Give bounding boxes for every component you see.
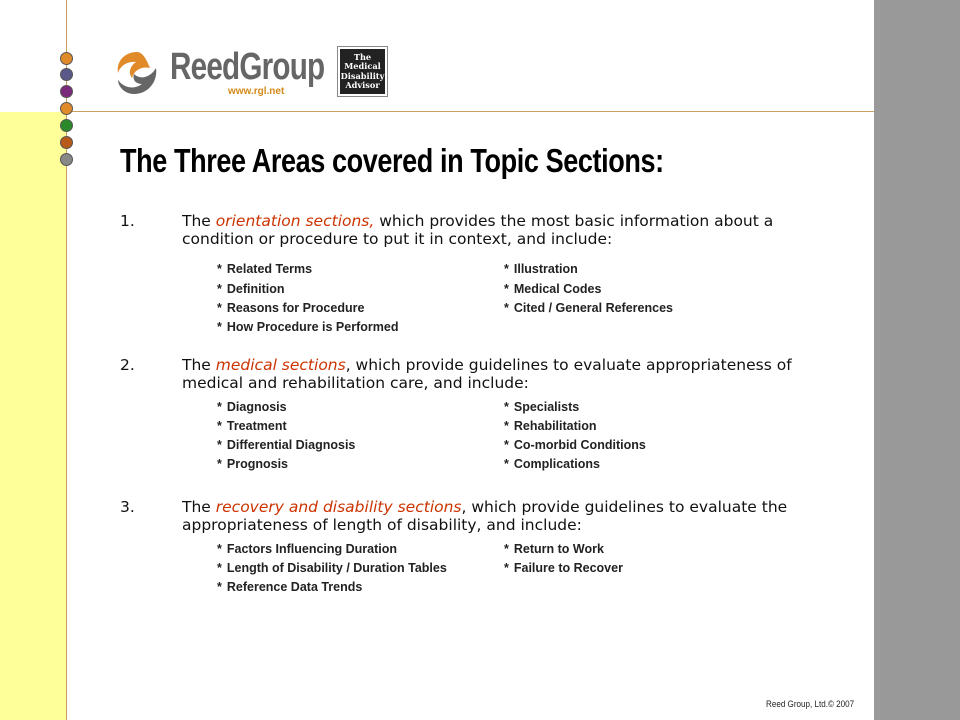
- section-highlight: recovery and disability sections: [215, 498, 462, 516]
- section-suffix: , which provide guidelines to evaluate the appropriateness of length of disability, and include:: [182, 498, 788, 534]
- bullet-item: * Length of Disability / Duration Tables: [217, 561, 447, 575]
- dot-icon: [60, 102, 73, 115]
- footer-copyright: Reed Group, Ltd.© 2007: [766, 699, 855, 710]
- bullet-item: * Complications: [504, 457, 600, 471]
- section-prefix: The: [182, 356, 216, 374]
- section-number: 1.: [120, 212, 135, 230]
- reedgroup-swirl-icon: [110, 46, 164, 100]
- section-number: 2.: [120, 356, 135, 374]
- badge-line: Disability: [340, 70, 385, 81]
- header-rule: [66, 111, 874, 112]
- bullet-item: * Co-morbid Conditions: [504, 438, 646, 452]
- section-number: 3.: [120, 498, 135, 516]
- section-highlight: orientation sections,: [215, 212, 375, 230]
- bullet-item: * Differential Diagnosis: [217, 438, 356, 452]
- section-highlight: medical sections: [215, 356, 346, 374]
- reedgroup-logo: [110, 44, 325, 104]
- page-title: The Three Areas covered in Topic Sections:: [120, 142, 664, 179]
- bullet-item: * Failure to Recover: [504, 561, 623, 575]
- dot-icon: [60, 52, 73, 65]
- left-yellow-band: [0, 112, 66, 720]
- bullet-item: * Return to Work: [504, 542, 604, 556]
- bullet-item: * How Procedure is Performed: [217, 320, 399, 334]
- dot-icon: [60, 119, 73, 132]
- right-gray-band: [874, 0, 960, 720]
- dot-icon: [60, 153, 73, 166]
- logo-url: www.rgl.net: [228, 86, 285, 97]
- bullet-item: * Medical Codes: [504, 282, 602, 296]
- badge-line: The: [353, 51, 372, 62]
- dot-icon: [60, 85, 73, 98]
- bullet-item: * Rehabilitation: [504, 419, 597, 433]
- section-1-paragraph: [120, 212, 810, 248]
- bullet-item: * Illustration: [504, 262, 578, 276]
- bullet-item: * Reference Data Trends: [217, 580, 363, 594]
- section-prefix: The: [182, 212, 216, 230]
- section-prefix: The: [182, 498, 216, 516]
- medical-disability-advisor-badge: [337, 46, 388, 97]
- badge-line: Medical: [344, 61, 381, 71]
- section-suffix: which provides the most basic information about a condition or procedure to put it in context, and include:: [182, 212, 774, 248]
- logo-wordmark: ReedGroup: [170, 46, 325, 88]
- bullet-item: * Diagnosis: [217, 400, 287, 414]
- bullet-item: * Specialists: [504, 400, 580, 414]
- bullet-item: * Cited / General References: [504, 301, 673, 315]
- section-3-paragraph: [120, 498, 810, 534]
- bullet-item: * Prognosis: [217, 457, 288, 471]
- section-suffix: , which provide guidelines to evaluate appropriateness of medical and rehabilitation care, and include:: [182, 356, 792, 392]
- bullet-item: * Treatment: [217, 419, 287, 433]
- section-2-paragraph: [120, 356, 810, 392]
- dot-icon: [60, 68, 73, 81]
- bullet-item: * Related Terms: [217, 262, 313, 276]
- badge-line: Advisor: [345, 80, 380, 90]
- dot-icon: [60, 136, 73, 149]
- bullet-item: * Reasons for Procedure: [217, 301, 365, 315]
- bullet-item: * Definition: [217, 282, 285, 296]
- bullet-item: * Factors Influencing Duration: [217, 542, 398, 556]
